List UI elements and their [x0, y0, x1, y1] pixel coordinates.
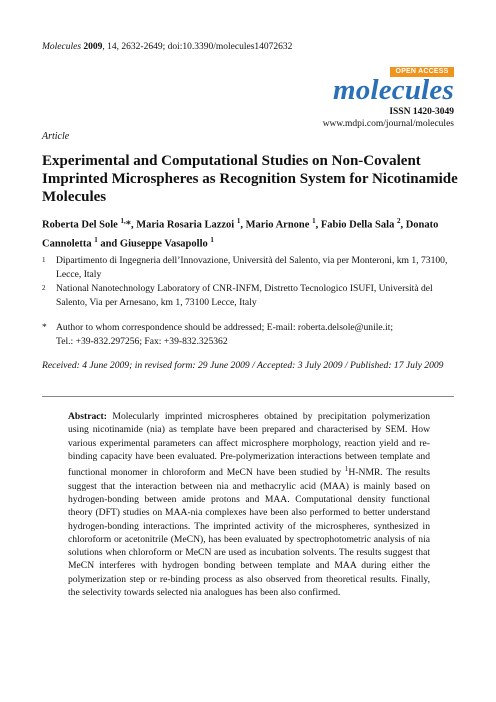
affiliation-text: National Nanotechnology Laboratory of CNR-INFM, Distretto Tecnologico ISUFI, Università del Salento, Via per Arnesano, km 1, 73100 Lecce, Italy	[56, 283, 433, 308]
affiliation-number: 2	[42, 284, 46, 292]
abstract-text-part-2: H-NMR. The results suggest that the interaction between nia and methacrylic acid (MAA) is mainly based on hydrogen-bonding between amide protons and MAA. Computational density functional theory (DFT) studies on MAA-nia complexes have been also performed to better understand hydrogen-bonding interactions. The imprinted activity of the microspheres, synthesized in chloroform or acetonitrile (MeCN), has been evaluated by spectrophotometric analysis of nia solutions when chloroform or MeCN are used as incubation solvents. The results suggest that MeCN interferes with hydrogen bonding between template and MAA during either the polymerization step or re-binding process as also observed from theoretical results. Finally, the selectivity towards selected nia analogues has been also confirmed.	[68, 467, 430, 599]
author-affil-sup: 1	[312, 217, 316, 225]
correspondence-line-2: Tel.: +39-832.297256; Fax: +39-832.325362	[56, 335, 228, 347]
author-affil-sup: 1	[236, 217, 241, 225]
affiliation-text: Dipartimento di Ingegneria dell’Innovazione, Università del Salento, via per Monteroni, km 1, 73100, Lecce, Italy	[56, 255, 448, 280]
author-affil-sup: 1	[210, 235, 214, 244]
journal-logo: molecules	[332, 74, 454, 106]
paper-title: Experimental and Computational Studies on Non-Covalent Imprinted Microspheres as Recognition System for Nicotinamide Molecules	[42, 153, 458, 205]
year: 2009	[83, 42, 103, 52]
issn: ISSN 1420-3049	[389, 107, 454, 117]
corresponding-mark: *	[125, 219, 131, 231]
open-access-badge: OPEN ACCESS	[390, 67, 454, 77]
journal-website-link[interactable]: www.mdpi.com/journal/molecules	[322, 119, 454, 129]
author-name: Roberta Del Sole	[42, 219, 118, 231]
correspondence	[42, 321, 456, 348]
publication-dates: Received: 4 June 2009; in revised form: 29 June 2009 / Accepted: 3 July 2009 / Published: 17 July 2009	[42, 360, 444, 371]
correspondence-line-1: Author to whom correspondence should be addressed; E-mail: roberta.delsole@unile.it;	[56, 322, 394, 333]
affiliation	[42, 254, 456, 281]
correspondence-marker: *	[42, 322, 47, 333]
abstract-superscript: 1	[344, 465, 349, 474]
abstract	[68, 410, 430, 599]
author-affil-sup: 1	[94, 235, 98, 244]
abstract-label: Abstract:	[68, 411, 107, 422]
citation-line	[42, 42, 292, 52]
author-name: Donato Cannoletta	[42, 219, 439, 249]
abstract-text-part-1: Molecularly imprinted microspheres obtained by precipitation polymerization using nicotinamide (nia) as template have been prepared and characterised by SEM. How various experimental parameters can affect microsphere morphology, reaction yield and re-binding capacity have been evaluated. Pre-polymerization interactions between template and functional monomer in chloroform and MeCN have been studied by	[68, 411, 430, 479]
affiliation-number: 1	[42, 256, 46, 264]
journal-name: Molecules	[42, 42, 82, 52]
affiliation	[42, 282, 456, 309]
author-affil-sup: 1,	[120, 217, 126, 225]
author-name: Mario Arnone	[245, 219, 310, 231]
author-list: Roberta Del Sole $^{1,}$*, Maria Rosaria Lazzoi $^1$, Mario Arnone $^1$, Fabio Della Sala $^2$, Donato Cannoletta $^1$ and Giuseppe Vasapollo $^1$	[42, 217, 439, 249]
citation-rest: , 14, 2632-2649; doi:10.3390/molecules14072632	[102, 42, 293, 52]
section-divider	[42, 396, 454, 397]
author-name: Maria Rosaria Lazzoi	[136, 219, 235, 231]
author-name: Giuseppe Vasapollo	[119, 238, 208, 249]
article-type-label: Article	[42, 131, 70, 142]
author-name: Fabio Della Sala	[320, 219, 395, 231]
author-affil-sup: 2	[396, 217, 401, 225]
